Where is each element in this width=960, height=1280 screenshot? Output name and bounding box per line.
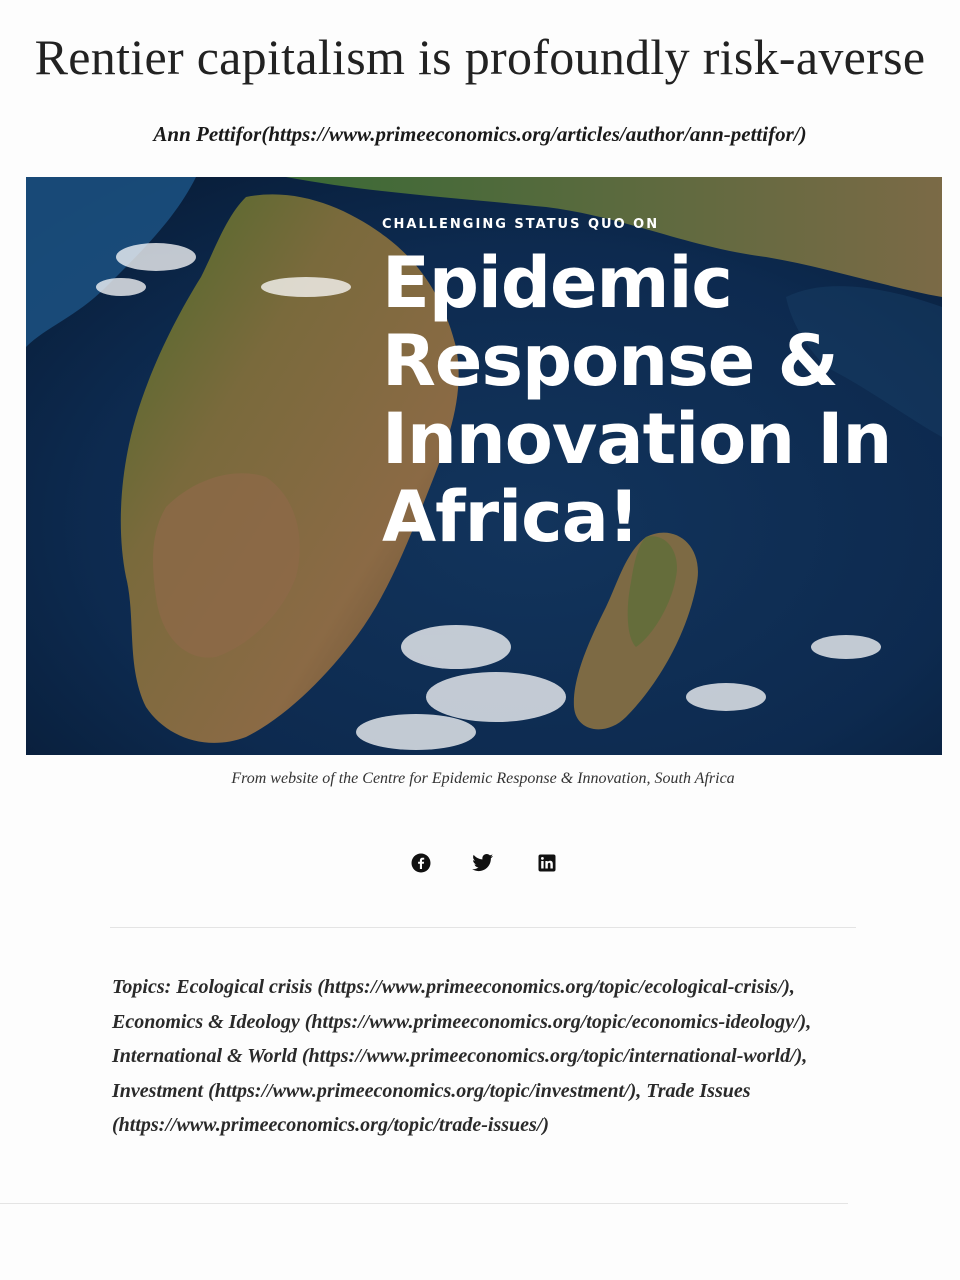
article-title: Rentier capitalism is profoundly risk-averse xyxy=(34,29,926,85)
hero-headline-line: Epidemic xyxy=(382,242,732,324)
divider xyxy=(110,927,856,928)
image-caption: From website of the Centre for Epidemic Response & Innovation, South Africa xyxy=(231,770,735,787)
facebook-icon[interactable] xyxy=(408,850,434,876)
hero-headline-line: Response & xyxy=(382,320,838,402)
hero-image xyxy=(26,177,942,755)
hero-kicker: CHALLENGING STATUS QUO ON xyxy=(382,217,660,232)
divider xyxy=(0,1203,848,1204)
author-link[interactable]: Ann Pettifor(https://www.primeeconomics.org/articles/author/ann-pettifor/) xyxy=(153,122,807,146)
hero-headline xyxy=(382,244,942,556)
hero-text xyxy=(382,217,942,556)
twitter-icon[interactable] xyxy=(470,850,496,876)
linkedin-icon[interactable] xyxy=(534,850,560,876)
hero-headline-line: Innovation In xyxy=(382,398,892,480)
topics-list[interactable]: Topics: Ecological crisis (https://www.primeeconomics.org/topic/ecological-crisis/), Economics & Ideology (https://www.primeeconomics.org/topic/economics-ideology/), International & World (https://www.primeeconomics.org/topic/international-world/), Investment (https://www.primeeconomics.org/topic/investment/), Trade Issues (https://www.primeeconomics.org/topic/trade-issues/) xyxy=(112,976,812,1136)
share-bar xyxy=(408,850,568,878)
hero-headline-line: Africa! xyxy=(382,476,639,558)
